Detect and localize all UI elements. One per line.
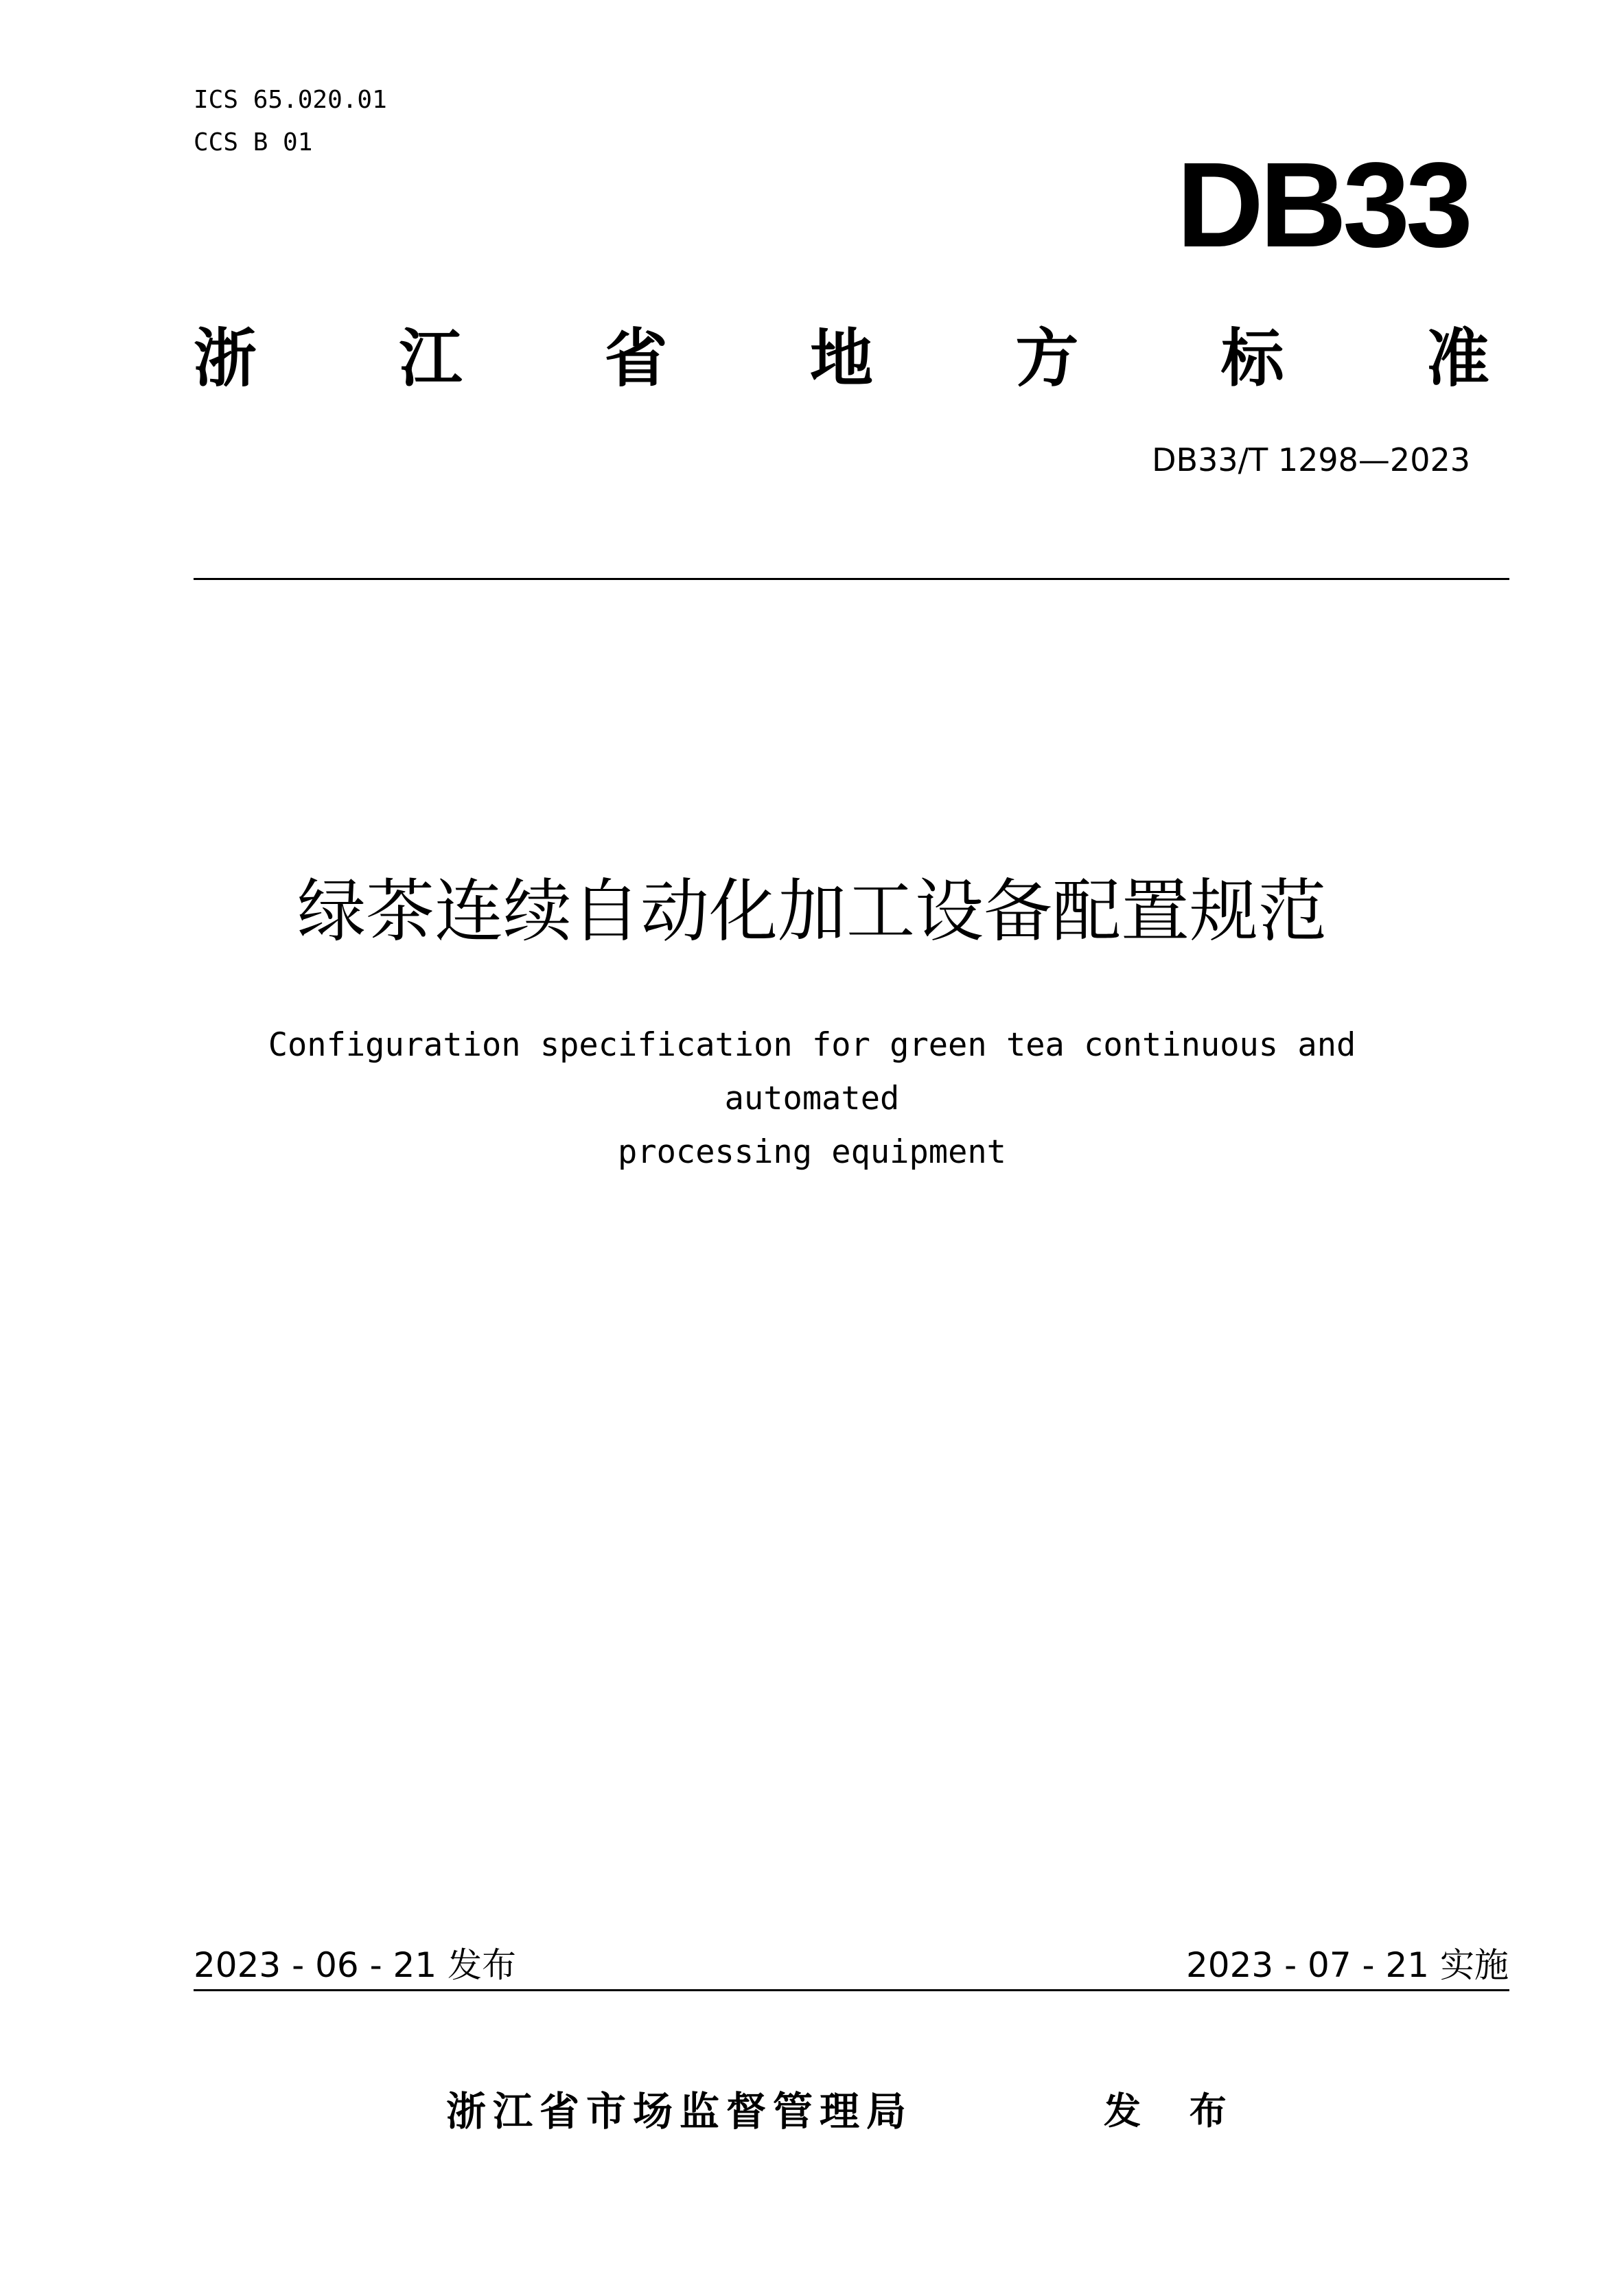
standard-type-char: 准 [1426, 322, 1489, 395]
ics-code: ICS 65.020.01 [194, 86, 387, 114]
ccs-code: CCS B 01 [194, 128, 313, 156]
issue-date: 2023 - 06 - 21 发布 [194, 1945, 517, 1985]
english-title-line: Configuration specification for green tea continuous and automated [268, 1026, 1356, 1117]
standard-type-char: 地 [809, 322, 873, 395]
standard-type-char: 江 [399, 322, 463, 395]
standard-type-char: 标 [1220, 322, 1284, 395]
standard-type-char: 省 [604, 322, 668, 395]
standard-type-char: 浙 [194, 322, 257, 395]
document-title-english [194, 1019, 1430, 1179]
bottom-divider [194, 1989, 1509, 1991]
standard-type-char: 方 [1015, 322, 1079, 395]
top-divider [194, 578, 1509, 580]
standard-number: DB33/T 1298—2023 [1152, 441, 1470, 478]
publisher-name: 浙江省市场监督管理局 [446, 2088, 914, 2135]
english-title-line: processing equipment [618, 1133, 1006, 1171]
document-title-chinese: 绿茶连续自动化加工设备配置规范 [297, 871, 1327, 951]
standard-type-heading [194, 321, 1489, 397]
db33-logo: DB33 [1176, 138, 1469, 272]
implementation-date: 2023 - 07 - 21 实施 [1185, 1945, 1509, 1985]
publish-label: 发 布 [1104, 2089, 1244, 2133]
